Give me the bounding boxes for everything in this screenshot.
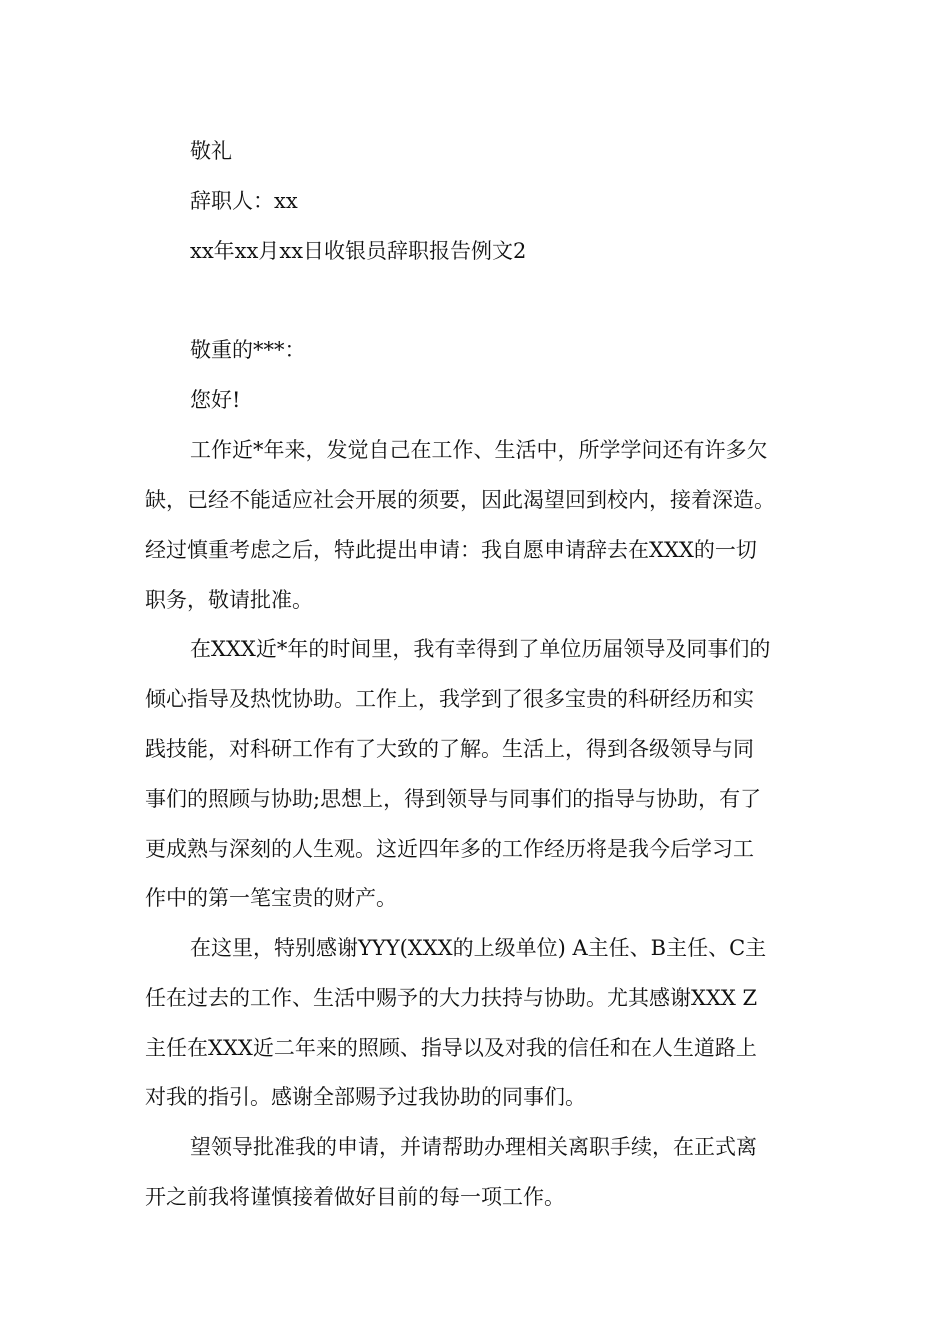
- paragraph-line: 在XXX近*年的时间里，我有幸得到了单位历届领导及同事们的: [190, 637, 771, 661]
- paragraph-line: 在这里，特别感谢YYY(XXX的上级单位) A主任、B主任、C主: [190, 936, 767, 960]
- paragraph-line: 任在过去的工作、生活中赐予的大力扶持与协助。尤其感谢XXX Z: [145, 986, 758, 1010]
- letter-greeting: 敬重的***：: [190, 338, 306, 362]
- letter-hello: 您好!: [190, 388, 241, 412]
- paragraph-line: 倾心指导及热忱协助。工作上，我学到了很多宝贵的科研经历和实: [145, 687, 754, 711]
- paragraph-line: 对我的指引。感谢全部赐予过我协助的同事们。: [145, 1085, 586, 1109]
- signer-line: 辞职人：xx: [190, 189, 298, 213]
- paragraph-line: 工作近*年来，发觉自己在工作、生活中，所学学问还有许多欠: [190, 438, 768, 462]
- paragraph-line: 主任在XXX近二年来的照顾、指导以及对我的信任和在人生道路上: [145, 1036, 757, 1060]
- closing-salute: 敬礼: [190, 139, 232, 163]
- paragraph-line: 职务，敬请批准。: [145, 588, 313, 612]
- paragraph-line: 事们的照顾与协助;思想上，得到领导与同事们的指导与协助，有了: [145, 787, 762, 811]
- paragraph-line: 缺，已经不能适应社会开展的须要，因此渴望回到校内，接着深造。: [145, 488, 775, 512]
- paragraph-line: 经过慎重考虑之后，特此提出申请：我自愿申请辞去在XXX的一切: [145, 538, 757, 562]
- paragraph-line: 开之前我将谨慎接着做好目前的每一项工作。: [145, 1185, 565, 1209]
- paragraph-line: 更成熟与深刻的人生观。这近四年多的工作经历将是我今后学习工: [145, 837, 754, 861]
- date-and-title-line: xx年xx月xx日收银员辞职报告例文2: [190, 239, 527, 263]
- paragraph-line: 望领导批准我的申请，并请帮助办理相关离职手续，在正式离: [190, 1135, 757, 1159]
- paragraph-line: 作中的第一笔宝贵的财产。: [145, 886, 397, 910]
- paragraph-line: 践技能，对科研工作有了大致的了解。生活上，得到各级领导与同: [145, 737, 754, 761]
